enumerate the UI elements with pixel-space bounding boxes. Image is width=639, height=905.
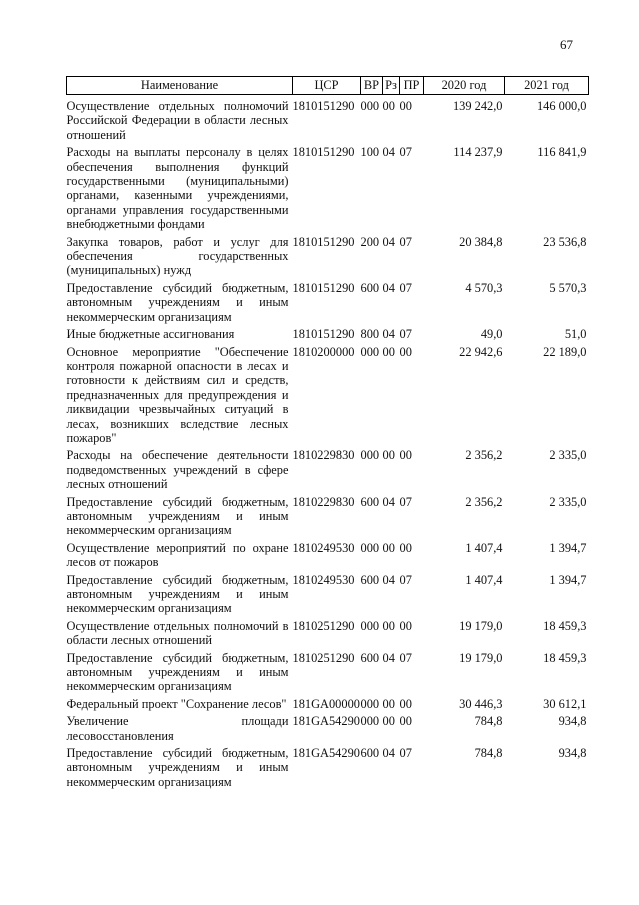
cell-2020: 22 942,6 <box>459 344 503 359</box>
cell-2020: 1 407,4 <box>465 572 503 587</box>
cell-rz: 00 <box>382 714 395 729</box>
cell-vr: 600 <box>360 280 380 295</box>
table-body <box>67 95 589 793</box>
cell-pr: 00 <box>399 696 412 711</box>
cell-vr: 100 <box>360 145 380 160</box>
cell-pr: 07 <box>399 145 412 160</box>
cell-csr: 1810151290 <box>292 327 355 342</box>
table-row <box>67 448 589 494</box>
cell-csr: 1810251290 <box>292 650 355 665</box>
cell-pr: 07 <box>399 280 412 295</box>
cell-vr: 000 <box>360 696 380 711</box>
cell-csr: 1810151290 <box>292 280 355 295</box>
cell-name: Федеральный проект "Сохранение лесов" <box>66 696 287 711</box>
cell-2021: 1 394,7 <box>549 572 587 587</box>
cell-vr: 600 <box>360 572 380 587</box>
column-header-rz: Рз <box>383 77 400 95</box>
cell-pr: 00 <box>399 448 412 463</box>
cell-rz: 04 <box>382 572 395 587</box>
cell-vr: 000 <box>360 448 380 463</box>
cell-rz: 04 <box>382 145 395 160</box>
cell-2020: 784,8 <box>474 746 503 761</box>
cell-csr: 1810249530 <box>292 540 355 555</box>
cell-csr: 181GA00000 <box>292 696 360 711</box>
cell-2021: 30 612,1 <box>543 696 587 711</box>
cell-csr: 1810249530 <box>292 572 355 587</box>
cell-2020: 4 570,3 <box>465 280 503 295</box>
cell-rz: 00 <box>382 540 395 555</box>
table-row <box>67 619 589 651</box>
cell-2020: 49,0 <box>480 327 503 342</box>
table-row <box>67 495 589 541</box>
page-number: 67 <box>560 37 573 52</box>
cell-vr: 000 <box>360 714 380 729</box>
cell-2021: 2 335,0 <box>549 448 587 463</box>
column-header-pr: ПР <box>400 77 424 95</box>
cell-vr: 200 <box>360 234 380 249</box>
table-row <box>67 714 589 746</box>
cell-pr: 00 <box>399 714 412 729</box>
cell-csr: 181GA54290 <box>292 746 360 761</box>
column-header-vr: ВР <box>361 77 383 95</box>
cell-rz: 04 <box>382 280 395 295</box>
cell-csr: 1810229830 <box>292 448 355 463</box>
cell-2021: 934,8 <box>558 746 587 761</box>
cell-2021: 2 335,0 <box>549 494 587 509</box>
cell-rz: 04 <box>382 234 395 249</box>
cell-name: Предоставление субсидий бюджетным, автономным учреждениям и иным некоммерческим организациям <box>66 572 289 616</box>
column-header-csr: ЦСР <box>293 77 361 95</box>
cell-name: Предоставление субсидий бюджетным, автономным учреждениям и иным некоммерческим организациям <box>66 494 289 538</box>
cell-pr: 00 <box>399 99 412 113</box>
table-row <box>67 746 589 792</box>
cell-csr: 1810151290 <box>292 99 355 113</box>
cell-name: Предоставление субсидий бюджетным, автономным учреждениям и иным некоммерческим организациям <box>66 746 289 789</box>
cell-2021: 146 000,0 <box>536 99 587 113</box>
cell-pr: 07 <box>399 234 412 249</box>
table-row <box>67 573 589 619</box>
cell-pr: 07 <box>399 650 412 665</box>
cell-2021: 1 394,7 <box>549 540 587 555</box>
cell-rz: 04 <box>382 746 395 761</box>
table-row <box>67 281 589 327</box>
cell-rz: 04 <box>382 494 395 509</box>
cell-2021: 5 570,3 <box>549 280 587 295</box>
cell-2020: 784,8 <box>474 714 503 729</box>
cell-2020: 19 179,0 <box>459 650 503 665</box>
header-row <box>67 77 589 95</box>
cell-pr: 07 <box>399 327 412 342</box>
cell-name: Осуществление отдельных полномочий в области лесных отношений <box>66 618 289 648</box>
table-row <box>67 327 589 344</box>
cell-pr: 00 <box>399 344 412 359</box>
cell-pr: 00 <box>399 618 412 633</box>
cell-2020: 2 356,2 <box>465 448 503 463</box>
cell-pr: 00 <box>399 540 412 555</box>
cell-2021: 23 536,8 <box>543 234 587 249</box>
table-row <box>67 697 589 714</box>
cell-vr: 600 <box>360 746 380 761</box>
cell-2021: 934,8 <box>558 714 587 729</box>
cell-2020: 30 446,3 <box>459 696 503 711</box>
cell-2020: 139 242,0 <box>452 99 503 113</box>
cell-pr: 07 <box>399 746 412 761</box>
cell-2021: 18 459,3 <box>543 618 587 633</box>
cell-csr: 1810229830 <box>292 494 355 509</box>
cell-2021: 116 841,9 <box>537 145 587 160</box>
cell-vr: 800 <box>360 327 380 342</box>
cell-2020: 114 237,9 <box>453 145 503 160</box>
table-row <box>67 145 589 234</box>
cell-name: Закупка товаров, работ и услуг для обеспечения государственных (муниципальных) нужд <box>66 234 289 278</box>
table-row <box>67 651 589 697</box>
cell-vr: 000 <box>360 540 380 555</box>
cell-rz: 00 <box>382 99 395 113</box>
cell-2020: 2 356,2 <box>465 494 503 509</box>
cell-csr: 1810200000 <box>292 344 355 359</box>
column-header-2020: 2020 год <box>424 77 505 95</box>
cell-2020: 1 407,4 <box>465 540 503 555</box>
cell-name: Осуществление отдельных полномочий Российской Федерации в области лесных отношений <box>66 99 289 142</box>
cell-rz: 00 <box>382 618 395 633</box>
cell-csr: 181GA54290 <box>292 714 360 729</box>
cell-pr: 07 <box>399 494 412 509</box>
cell-vr: 000 <box>360 344 380 359</box>
cell-name: Увеличение площади лесовосстановления <box>66 714 289 743</box>
cell-name: Предоставление субсидий бюджетным, автономным учреждениям и иным некоммерческим организациям <box>66 280 289 324</box>
cell-2020: 19 179,0 <box>459 618 503 633</box>
cell-2021: 51,0 <box>564 327 587 342</box>
cell-2021: 22 189,0 <box>543 344 587 359</box>
cell-name: Основное мероприятие "Обеспечение контроля пожарной опасности в лесах и готовности к действиям сил и средств, предназначенных для предупреждения и ликвидации чрезвычайных ситуаций в лесах, возникших вследствие лесных пожаров" <box>66 344 289 445</box>
cell-pr: 07 <box>399 572 412 587</box>
cell-rz: 00 <box>382 344 395 359</box>
table-row <box>67 95 589 146</box>
cell-rz: 04 <box>382 650 395 665</box>
cell-2021: 18 459,3 <box>543 650 587 665</box>
cell-2020: 20 384,8 <box>459 234 503 249</box>
cell-name: Предоставление субсидий бюджетным, автономным учреждениям и иным некоммерческим организациям <box>66 650 289 694</box>
table-row <box>67 235 589 281</box>
cell-name: Расходы на обеспечение деятельности подведомственных учреждений в сфере лесных отношений <box>66 448 289 492</box>
cell-name: Расходы на выплаты персоналу в целях обеспечения выполнения функций государственными (муниципальными) органами, казенными учреждениями, органами управления государственными внебюджетными фондами <box>66 145 289 232</box>
budget-table <box>66 76 589 792</box>
table-row <box>67 345 589 449</box>
cell-name: Осуществление мероприятий по охране лесов от пожаров <box>66 540 289 570</box>
cell-vr: 000 <box>360 99 380 113</box>
cell-csr: 1810151290 <box>292 145 355 160</box>
cell-vr: 000 <box>360 618 380 633</box>
column-header-2021: 2021 год <box>505 77 589 95</box>
table-row <box>67 541 589 573</box>
cell-csr: 1810151290 <box>292 234 355 249</box>
cell-rz: 04 <box>382 327 395 342</box>
cell-csr: 1810251290 <box>292 618 355 633</box>
cell-name: Иные бюджетные ассигнования <box>66 327 235 342</box>
column-header-name: Наименование <box>67 77 293 95</box>
cell-rz: 00 <box>382 696 395 711</box>
cell-rz: 00 <box>382 448 395 463</box>
cell-vr: 600 <box>360 494 380 509</box>
cell-vr: 600 <box>360 650 380 665</box>
